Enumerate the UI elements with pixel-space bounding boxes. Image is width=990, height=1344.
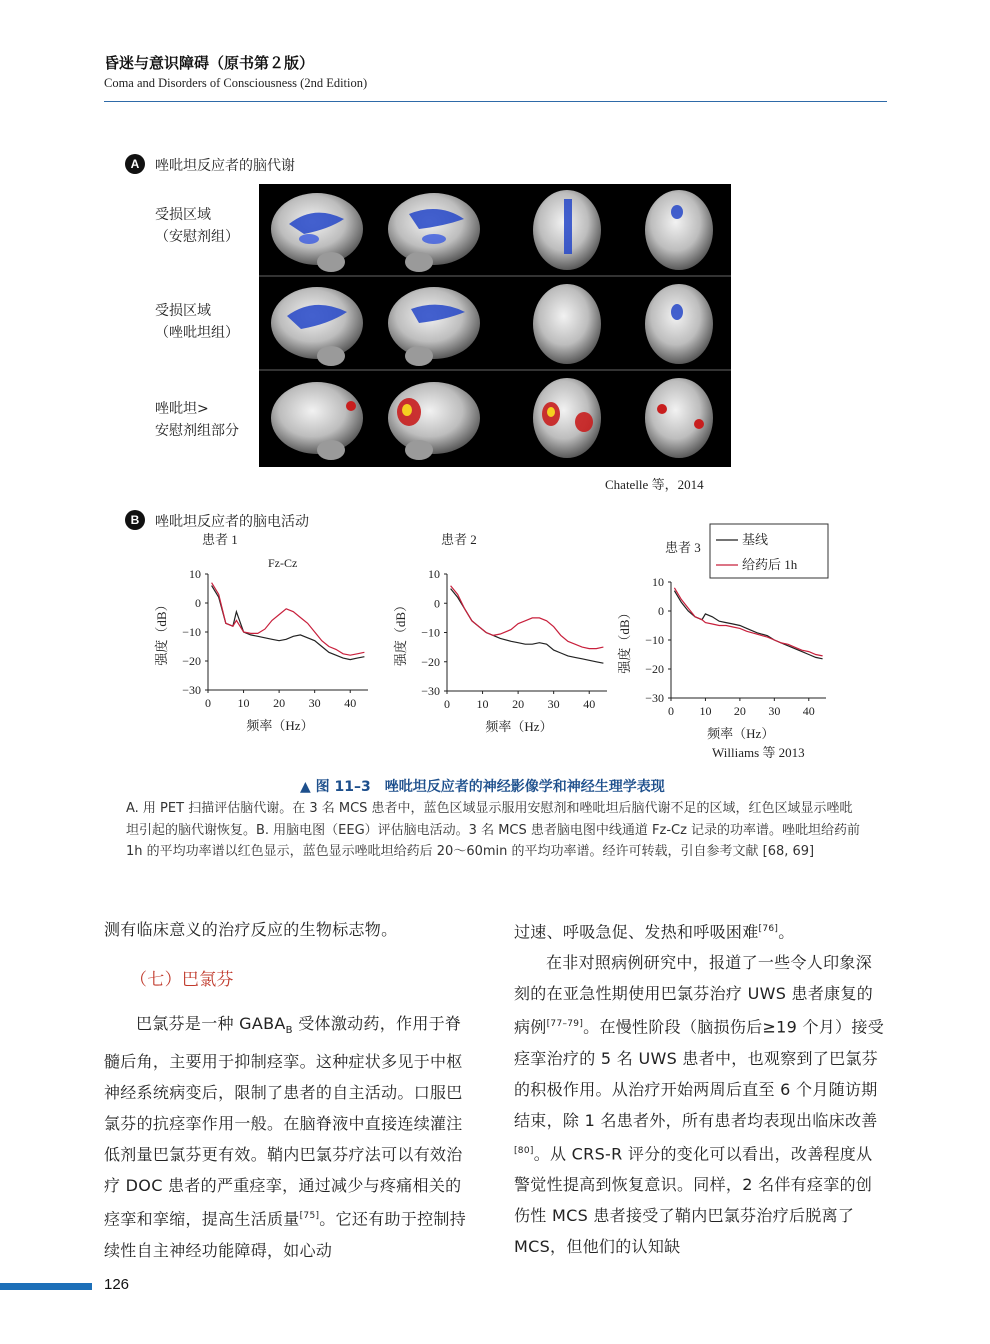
right-p2: 在非对照病例研究中，报道了一些令人印象深刻的在亚急性期使用巴氯芬治疗 UWS 患者康复的病例[77–79]。在慢性阶段（脑损伤后≥19 个月）接受痉挛治疗的 5 名 UWS 患者中，也观察到了巴氯芬的积极作用。从治疗开始两周后直至 6 个月随访期结束，除 1 名患者外，所有患者均表现出临床改善[80]。从 CRS-R 评分的变化可以看出，改善程度从警觉性提高到恢复意识。同样，2 名伴有痉挛的创伤性 MCS 患者接受了鞘内巴氯芬治疗后脱离了 MCS，但他们的认知缺 bbox=[514, 953, 884, 1256]
y-tick-label: −20 bbox=[421, 654, 440, 669]
x-tick-label: 10 bbox=[476, 697, 489, 711]
panel-a-title: 唑吡坦反应者的脑代谢 bbox=[155, 158, 295, 174]
x-axis-label: 频率（Hz） bbox=[707, 726, 775, 741]
running-header-cn: 昏迷与意识障碍（原书第２版） bbox=[104, 54, 315, 72]
y-tick-label: −20 bbox=[182, 654, 201, 668]
right-column bbox=[514, 914, 886, 1262]
x-tick-label: 0 bbox=[668, 704, 674, 718]
row-label-difference: 唑吡坦> 安慰剂组部分 bbox=[155, 401, 239, 439]
y-tick-label: −20 bbox=[645, 662, 664, 676]
chart-title: 患者 3 bbox=[665, 540, 701, 555]
section-heading: （七）巴氯芬 bbox=[130, 970, 234, 990]
y-tick-label: 10 bbox=[652, 575, 664, 589]
row-label-zolpidem: 受损区域 （唑吡坦组） bbox=[155, 303, 239, 341]
y-tick-label: −30 bbox=[645, 691, 664, 705]
x-tick-label: 20 bbox=[733, 704, 746, 718]
panel-a-credit: Chatelle 等，2014 bbox=[605, 477, 704, 492]
eeg-power-spectra bbox=[140, 522, 860, 762]
series-line-post bbox=[674, 588, 822, 656]
figure-caption-body: A. 用 PET 扫描评估脑代谢。在 3 名 MCS 患者中，蓝色区域显示服用安慰剂和唑吡坦后脑代谢不足的区域，红色区域显示唑吡坦引起的脑代谢恢复。B. 用脑电图（EEG）评估脑电活动。3 名 MCS 患者脑电图中线通道 Fz-Cz 记录的功率谱。唑吡坦给药前 1h 的平均功率谱以红色显示，蓝色显示唑吡坦给药后 20～60min 的平均功率谱。经许可转载，引自参考文献 [68, 69] bbox=[126, 801, 861, 859]
x-tick-label: 40 bbox=[583, 697, 596, 711]
eeg-chart-1 bbox=[154, 532, 368, 733]
y-axis-label: 强度（dB） bbox=[617, 606, 632, 674]
y-axis-label: 强度（dB） bbox=[393, 598, 408, 667]
x-axis-label: 频率（Hz） bbox=[485, 719, 553, 734]
x-tick-label: 40 bbox=[802, 704, 815, 718]
left-column bbox=[104, 914, 476, 1266]
chart-title: 患者 2 bbox=[441, 532, 477, 547]
x-axis-label: 频率（Hz） bbox=[246, 718, 314, 733]
running-header-en: Coma and Disorders of Consciousness (2nd Edition) bbox=[104, 76, 368, 90]
legend-baseline: 基线 bbox=[742, 532, 769, 547]
page-number: 126 bbox=[104, 1276, 130, 1293]
right-p1: 过速、呼吸急促、发热和呼吸困难[76]。 bbox=[514, 922, 795, 942]
panel-b-title: 唑吡坦反应者的脑电活动 bbox=[155, 514, 309, 530]
x-tick-label: 0 bbox=[444, 697, 450, 711]
panel-a-marker: A bbox=[125, 154, 145, 174]
y-tick-label: −30 bbox=[421, 684, 440, 698]
header-divider bbox=[104, 101, 887, 102]
x-tick-label: 40 bbox=[344, 696, 357, 710]
x-tick-label: 20 bbox=[512, 697, 525, 711]
x-tick-label: 20 bbox=[273, 696, 286, 710]
y-tick-label: 0 bbox=[434, 596, 440, 611]
y-tick-label: 0 bbox=[195, 596, 201, 610]
y-axis-label: 强度（dB） bbox=[154, 598, 169, 666]
y-tick-label: −10 bbox=[182, 625, 201, 639]
x-tick-label: 30 bbox=[547, 697, 560, 711]
row-label-placebo: 受损区域 （安慰剂组） bbox=[155, 207, 239, 245]
footer-bar bbox=[0, 1283, 92, 1290]
figure-caption-title: ▲ 图 11–3 唑吡坦反应者的神经影像学和神经生理学表现 bbox=[300, 779, 665, 795]
left-p2: 巴氯芬是一种 $GABA_B$ 受体激动药，作用于脊髓后角，主要用于抑制痉挛。这种症状多见于中枢神经系统病变后，限制了患者的自主活动。口服巴氯芬的抗痉挛作用一般。在脑脊液中直接连续灌注低剂量巴氯芬更有效。鞘内巴氯芬疗法可以有效治疗 DOC 患者的严重痉挛，通过减少与疼痛相关的痉挛和挛缩，提高生活质量[75]。它还有助于控制持续性自主神经功能障碍，如心动 bbox=[104, 1014, 466, 1260]
left-p1: 测有临床意义的治疗反应的生物标志物。 bbox=[104, 920, 398, 939]
y-tick-label: −30 bbox=[182, 683, 201, 697]
chart-title: 患者 1 bbox=[202, 532, 238, 547]
panel-b-marker: B bbox=[125, 510, 145, 530]
legend-post: 给药后 1h bbox=[742, 557, 798, 572]
x-tick-label: 30 bbox=[308, 696, 321, 710]
x-tick-label: 30 bbox=[768, 704, 781, 718]
y-tick-label: 10 bbox=[189, 567, 201, 581]
y-tick-label: −10 bbox=[421, 625, 440, 640]
series-line-baseline bbox=[674, 591, 822, 659]
y-tick-label: −10 bbox=[645, 633, 664, 647]
y-tick-label: 0 bbox=[658, 604, 664, 618]
chart-legend bbox=[710, 524, 828, 578]
x-tick-label: 0 bbox=[205, 696, 211, 710]
pet-brain-images bbox=[259, 184, 731, 467]
channel-label: Fz-Cz bbox=[268, 556, 298, 570]
panel-b-credit: Williams 等 2013 bbox=[712, 745, 805, 760]
y-tick-label: 10 bbox=[428, 567, 440, 581]
eeg-chart-2 bbox=[393, 532, 607, 734]
series-line-post bbox=[451, 586, 604, 649]
series-line-baseline bbox=[451, 589, 604, 664]
x-tick-label: 10 bbox=[699, 704, 712, 718]
x-tick-label: 10 bbox=[237, 696, 250, 710]
